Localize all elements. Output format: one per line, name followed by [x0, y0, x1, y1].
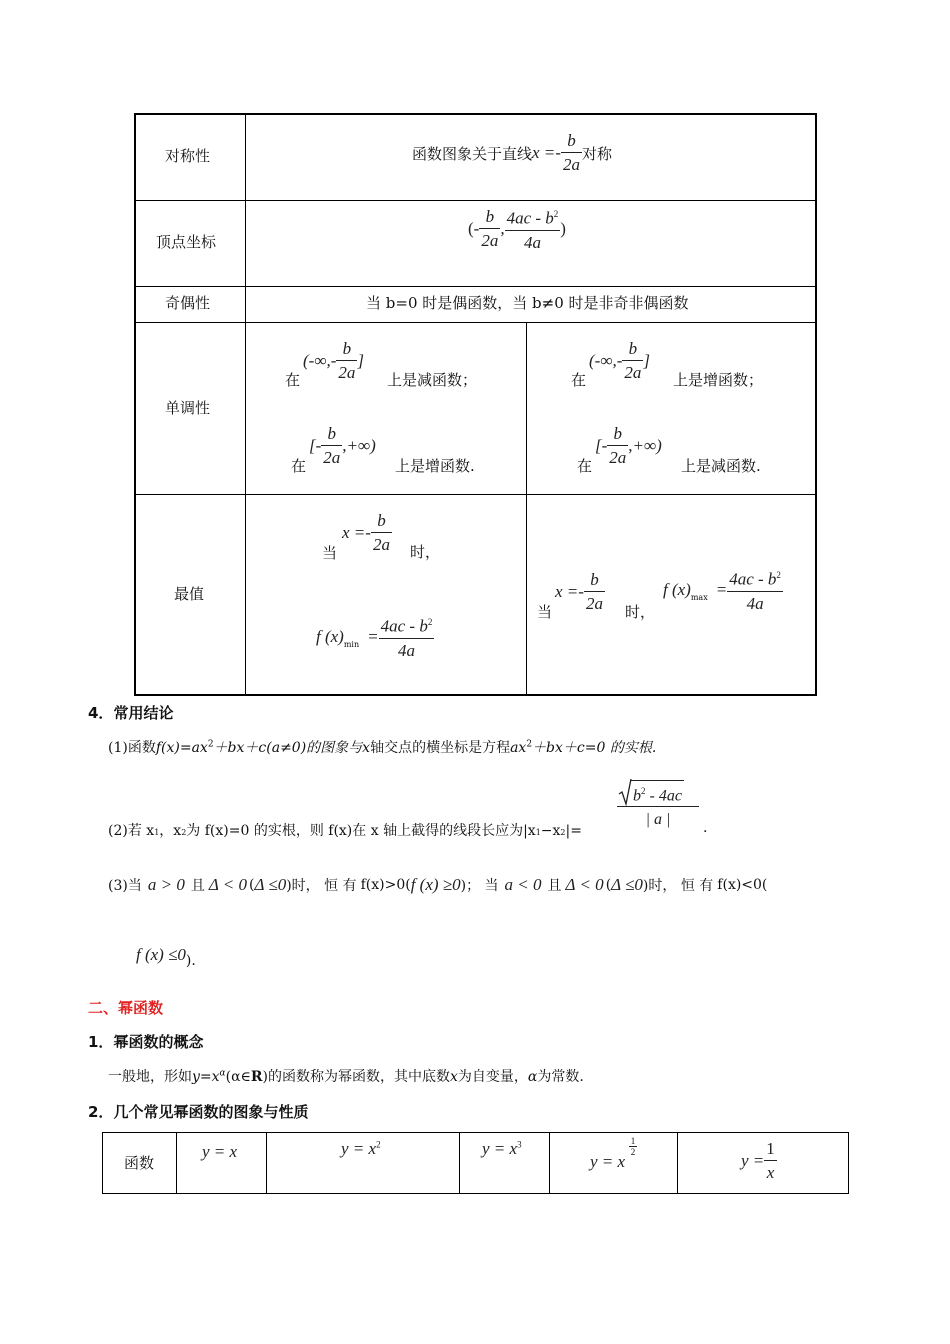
row-label-extremum: 最值: [174, 585, 205, 603]
fraction-denominator: 4a: [523, 232, 541, 252]
row-label-vertex: 顶点坐标: [156, 233, 217, 251]
row-label-parity: 奇偶性: [165, 294, 211, 312]
conclusion-3: (3)当 a > 0 且 Δ < 0 ( Δ ≤0 )时， 恒 有 f(x)>0( f (x) ≥0 )； 当 a < 0 且 Δ < 0 ( Δ ≤0 )时， 恒 有 f(x)<0(: [108, 875, 768, 894]
fraction-denominator: 2a: [562, 154, 580, 174]
power-col-x2: $y = x^2$: [341, 1139, 381, 1158]
symmetry-fraction: [561, 130, 582, 177]
power-table-label: 函数: [124, 1154, 155, 1172]
power-col-sqrt-exponent: 1 2: [630, 1136, 636, 1157]
vertex-x-fraction: [479, 206, 500, 253]
conclusion-1: (1)函数$f(x)=ax^2+bx+c(a\ne 0)$的图象与x轴交点的横坐标是方程$ax^2+bx+c=0$ 的实根.: [108, 739, 657, 756]
vertex-open: (-: [468, 219, 480, 238]
power-sub1: 1．幂函数的概念: [88, 1033, 204, 1051]
power-col-x: y = x: [202, 1142, 238, 1161]
power-col-reciprocal: y = $\frac{1}{x}$: [741, 1138, 775, 1182]
conclusion-2: (2)若 x1，x2为 f(x)=0 的实根，则 f(x)在 x 轴上截得的线段长应为|x1−x2|=: [108, 823, 582, 839]
fraction-numerator: b: [561, 130, 582, 153]
conclusion-2-end: .: [703, 820, 708, 836]
power-col-x3: $y = x^3$: [482, 1139, 522, 1158]
vertex-close: ): [560, 219, 566, 238]
power-col-sqrt: y = x: [590, 1152, 626, 1171]
power-definition: 一般地，形如$y=x^\alpha(\alpha\in R)$的函数称为幂函数，其中底数x为自变量，α为常数.: [108, 1068, 584, 1085]
row-label-monotonicity: 单调性: [165, 399, 211, 417]
vertex-y-fraction: [505, 203, 561, 255]
sqrt-icon: [618, 778, 632, 806]
distance-fraction: $b^2 - 4ac$ | a |: [617, 776, 699, 833]
conclusion-3-cont: f (x) ≤0 ).: [136, 945, 196, 969]
symmetry-eq: x =-: [532, 143, 561, 162]
parity-text: 当 b=0 时是偶函数，当 b≠0 时是非奇非偶函数: [366, 294, 689, 312]
symmetry-text-after: 对称: [581, 144, 612, 163]
symmetry-text-before: 函数图象关于直线: [412, 144, 533, 163]
fraction-denominator: 2a: [481, 230, 499, 250]
row-label-symmetry: 对称性: [165, 147, 211, 165]
power-section-title: 二、幂函数: [88, 999, 164, 1017]
power-sub2: 2．几个常见幂函数的图象与性质: [88, 1103, 309, 1121]
extremum-left-value: f (x) min = $\frac{4ac - b^2}{4a}$: [316, 611, 434, 663]
symmetry-content: [412, 128, 612, 178]
vertex-content: [468, 204, 566, 254]
vertex-comma: ,: [500, 219, 505, 238]
fraction-numerator: b: [479, 206, 500, 229]
fraction-numerator: $4ac - b^2$: [505, 203, 561, 231]
section4-heading: 4．常用结论: [88, 704, 174, 722]
